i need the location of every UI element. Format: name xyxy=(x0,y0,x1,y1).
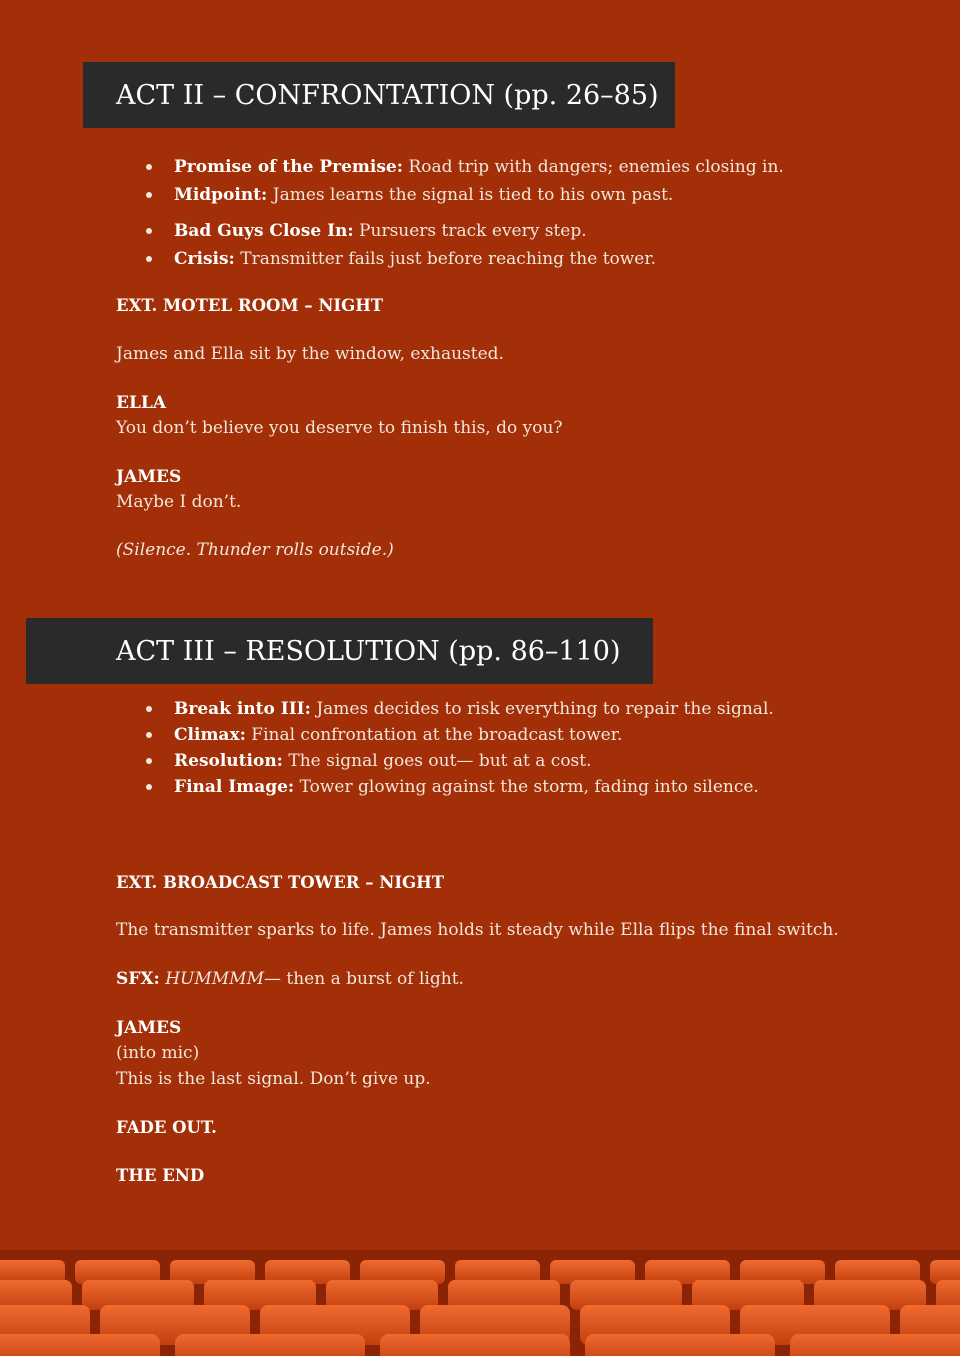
sfx-text: then a burst of light. xyxy=(281,969,464,989)
action-line: The transmitter sparks to life. James holds it steady while Ella flips the final switch. xyxy=(116,920,839,940)
dialogue-line: You don’t believe you deserve to finish this, do you? xyxy=(116,418,563,438)
the-end: THE END xyxy=(116,1166,205,1185)
action-line: James and Ella sit by the window, exhausted. xyxy=(116,344,504,364)
beat-label: Crisis: xyxy=(174,249,235,269)
character-name: ELLA xyxy=(116,393,167,413)
beat-text: James decides to risk everything to repair the signal. xyxy=(310,699,774,719)
character-name: JAMES xyxy=(116,467,182,487)
list-item xyxy=(116,153,784,181)
list-item xyxy=(116,696,774,722)
beat-text: James learns the signal is tied to his own past. xyxy=(267,185,674,205)
beat-text: Transmitter fails just before reaching the tower. xyxy=(234,249,657,269)
sfx-label: SFX: xyxy=(116,969,160,989)
list-item xyxy=(116,181,784,209)
list-item xyxy=(116,722,774,748)
character-name: JAMES xyxy=(116,1018,182,1038)
theater-seats-illustration xyxy=(0,1250,960,1356)
sfx-sound: HUMMMM— xyxy=(165,969,281,989)
beat-label: Midpoint: xyxy=(174,185,268,205)
beat-text: Road trip with dangers; enemies closing in. xyxy=(403,157,784,177)
act-3-heading: ACT III – RESOLUTION (pp. 86–110) xyxy=(26,618,653,684)
transition: FADE OUT. xyxy=(116,1118,217,1137)
act-2-beat-list xyxy=(116,153,784,273)
list-item xyxy=(116,245,784,273)
seat-row-nearest xyxy=(0,1334,960,1356)
list-item xyxy=(116,748,774,774)
act-2-heading: ACT II – CONFRONTATION (pp. 26–85) xyxy=(83,62,675,128)
beat-text: Pursuers track every step. xyxy=(353,221,587,241)
sfx-line xyxy=(116,969,464,989)
beat-label: Final Image: xyxy=(174,777,295,797)
beat-label: Bad Guys Close In: xyxy=(174,221,354,241)
stage-direction: (Silence. Thunder rolls outside.) xyxy=(116,540,394,560)
dialogue-line: This is the last signal. Don’t give up. xyxy=(116,1069,431,1089)
beat-text: The signal goes out— but at a cost. xyxy=(282,751,592,771)
beat-label: Climax: xyxy=(174,725,246,745)
beat-label: Break into III: xyxy=(174,699,311,719)
scene-heading: EXT. MOTEL ROOM – NIGHT xyxy=(116,296,384,315)
beat-label: Promise of the Premise: xyxy=(174,157,404,177)
beat-text: Tower glowing against the storm, fading into silence. xyxy=(294,777,759,797)
dialogue-line: Maybe I don’t. xyxy=(116,492,242,512)
beat-text: Final confrontation at the broadcast tower. xyxy=(245,725,623,745)
beat-label: Resolution: xyxy=(174,751,283,771)
act-3-beat-list xyxy=(116,696,774,800)
list-item xyxy=(116,774,774,800)
list-item xyxy=(116,217,784,245)
scene-heading: EXT. BROADCAST TOWER – NIGHT xyxy=(116,873,445,892)
parenthetical: (into mic) xyxy=(116,1043,200,1063)
